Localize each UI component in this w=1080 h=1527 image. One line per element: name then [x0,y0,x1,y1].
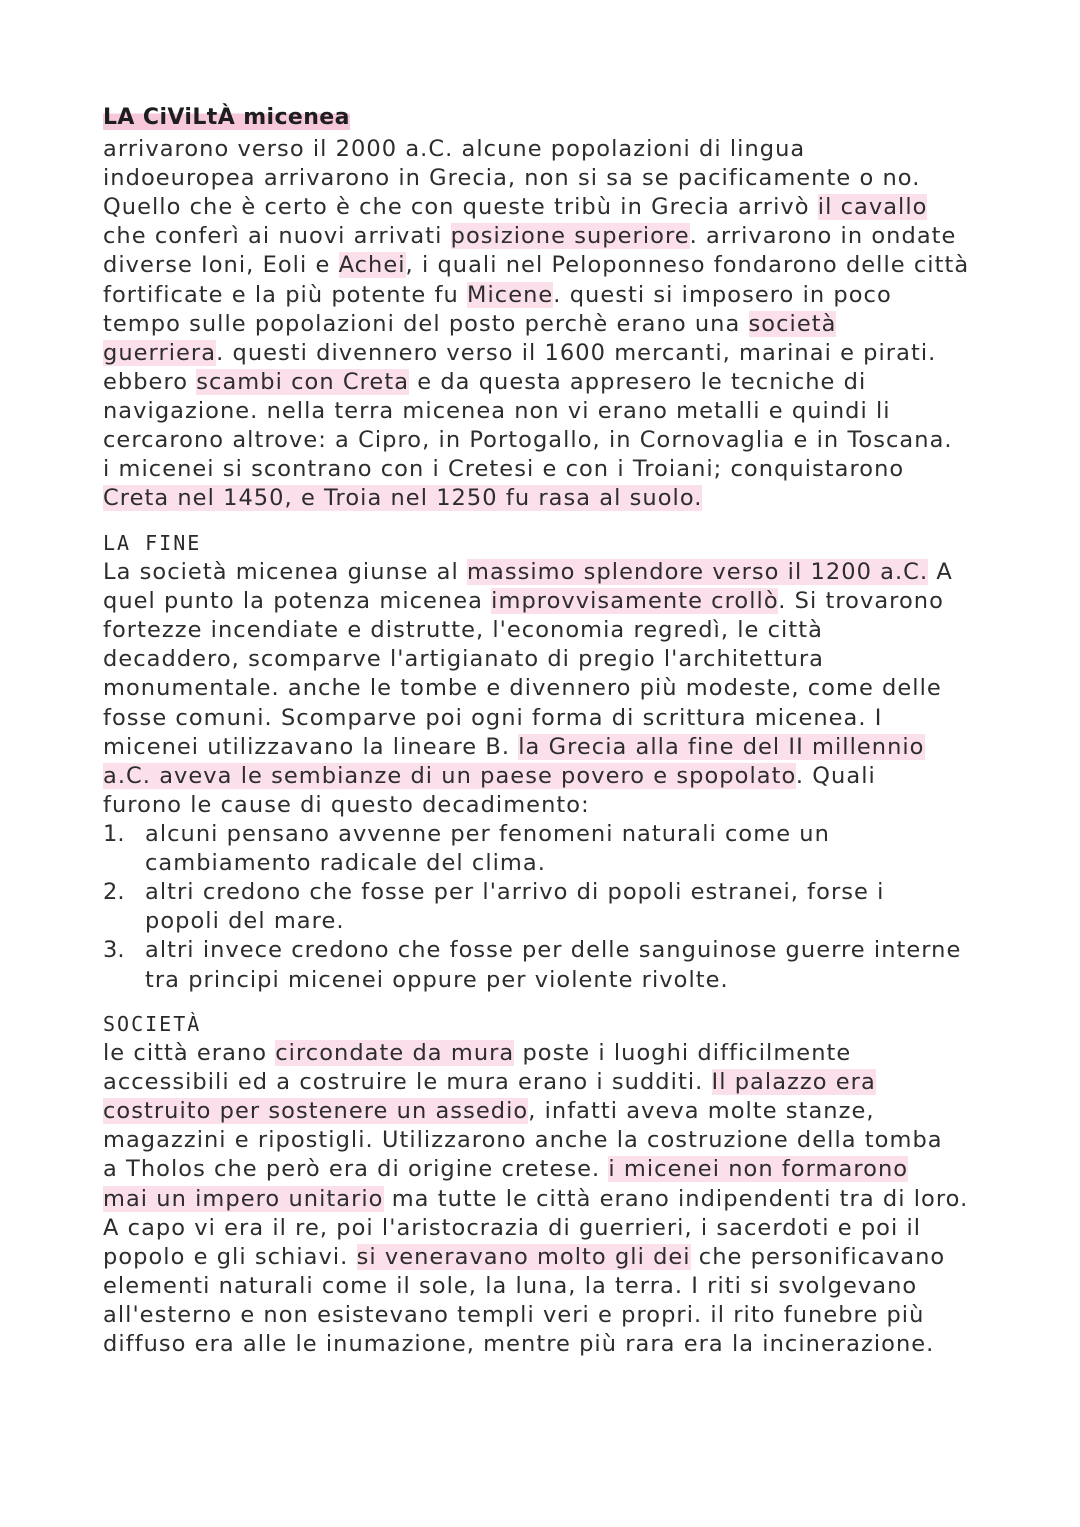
text-segment: . Si trovarono [778,588,944,615]
text-line [103,674,942,703]
text-line [103,135,805,164]
highlighted-text: Micene [467,281,554,308]
text-line [103,281,892,310]
text-line [103,222,956,251]
text-segment: e da questa appresero le tecniche di [409,368,867,395]
text-line [103,164,920,193]
highlighted-text: la Grecia alla fine del II millennio [518,733,925,760]
text-segment: le città erano [103,1040,276,1066]
text-line [103,397,891,426]
highlighted-text: si veneravano molto gli dei [356,1243,691,1270]
text-segment: popolo e gli schiavi. [103,1243,357,1270]
heading-societa: SOCIETÀ [103,1012,202,1036]
text-segment: A capo vi era il re, poi l'aristocrazia di guerrieri, i sacerdoti e poi il [103,1214,922,1241]
highlighted-text: Achei [338,252,406,279]
text-line [103,339,936,368]
text-segment: elementi naturali come il sole, la luna, la terra. I riti si svolgevano [103,1272,918,1299]
text-line [103,791,590,820]
highlighted-text: guerriera [103,339,217,366]
text-segment: fortezze incendiate e distrutte, l'economia regredì, le città [103,617,823,644]
text-line [103,1039,851,1068]
title-text: LA CiViLtÀ micenea [103,105,350,130]
text-segment: . Quali [795,762,876,789]
text-segment: all'esterno e non esistevano templi veri e propri. il rito funebre più [103,1301,925,1328]
text-segment: monumentale. anche le tombe e divennero più modeste, come delle [103,675,942,702]
text-segment: magazzini e ripostigli. Utilizzarono anche la costruzione della tomba [103,1127,943,1154]
text-line [103,1301,924,1330]
list-item: alcuni pensano avvenne per fenomeni naturali come un [145,821,830,847]
text-segment: poste i luoghi difficilmente [514,1040,852,1066]
text-segment: , i quali nel Peloponneso fondarono delle città [405,252,970,279]
text-line [103,1155,908,1184]
highlighted-text: scambi con Creta [196,368,410,395]
text-line [103,484,702,513]
text-segment: ebbero [103,368,197,395]
list-item: tra principi micenei oppure per violente rivolte. [145,966,729,993]
highlighted-text: Creta nel 1450, e Troia nel 1250 fu rasa al suolo. [103,485,703,512]
list-number: 3. [103,937,125,964]
text-line [103,426,953,455]
text-segment: La società micenea giunse al [103,559,468,585]
highlighted-text: mai un impero unitario [103,1185,384,1212]
list-item: popoli del mare. [145,908,345,935]
text-line [103,1097,875,1126]
text-segment: accessibili ed a costruire le mura erano i sudditi. [103,1069,712,1096]
text-line [103,733,925,762]
text-segment: i micenei si scontrano con i Cretesi e con i Troiani; conquistarono [103,456,905,483]
text-segment: che conferì ai nuovi arrivati [103,223,451,250]
page-title [103,103,352,133]
text-line [103,1185,968,1214]
text-line [103,1330,934,1359]
text-line [103,616,823,645]
text-segment: a Tholos che però era di origine cretese. [103,1156,609,1183]
text-segment: . questi si imposero in poco [553,281,892,308]
list-number: 2. [103,879,125,906]
text-segment: Quello che è certo è che con queste tribù in Grecia arrivò [103,194,818,221]
text-line [103,193,927,222]
text-segment: ma tutte le città erano indipendenti tra di loro. [383,1185,969,1212]
text-segment: arrivarono verso il 2000 a.C. alcune popolazioni di lingua [103,136,806,162]
text-line [103,762,876,791]
text-line [103,1214,921,1243]
text-segment: quel punto la potenza micenea [103,588,492,615]
text-segment: fortificate e la più potente fu [103,281,468,308]
highlighted-text: società [748,310,837,337]
text-segment: , infatti aveva molte stanze, [528,1098,875,1125]
text-segment: navigazione. nella terra micenea non vi erano metalli e quindi li [103,397,891,424]
highlighted-text: massimo splendore verso il 1200 a.C. [467,559,929,585]
text-segment: fosse comuni. Scomparve poi ogni forma di scrittura micenea. I [103,704,883,731]
heading-la-fine: LA FINE [103,531,202,555]
list-number: 1. [103,821,125,847]
text-segment: indoeuropea arrivarono in Grecia, non si sa se pacificamente o no. [103,165,921,192]
text-line [103,310,836,339]
text-line [103,558,953,587]
text-segment: tempo sulle popolazioni del posto perchè erano una [103,310,749,337]
highlighted-text: circondate da mura [275,1040,515,1066]
text-segment: micenei utilizzavano la lineare B. [103,733,519,760]
text-segment: . arrivarono in ondate [689,223,957,250]
text-segment: A [928,559,953,585]
text-segment: che personificavano [690,1243,946,1270]
text-line [103,645,824,674]
list-item: altri invece credono che fosse per delle sanguinose guerre interne [145,937,962,964]
highlighted-text: Il palazzo era [711,1069,876,1096]
text-segment: diverse Ioni, Eoli e [103,252,339,279]
text-segment: decaddero, scomparve l'artigianato di pregio l'architettura [103,646,825,673]
text-segment: . questi divennero verso il 1600 mercanti, marinai e pirati. [216,339,937,366]
text-line [103,455,904,484]
text-segment: furono le cause di questo decadimento: [103,791,590,818]
list-item: altri credono che fosse per l'arrivo di popoli estranei, forse i [145,879,885,906]
highlighted-text: i micenei non formarono [608,1156,909,1183]
text-line [103,1243,945,1272]
text-line [103,251,969,280]
highlighted-text: posizione superiore [450,223,690,250]
highlighted-text: costruito per sostenere un assedio [103,1098,529,1125]
highlighted-text: improvvisamente crollò [491,588,779,615]
text-line [103,704,882,733]
highlighted-text: il cavallo [817,194,928,221]
text-line [103,587,944,616]
text-line [103,1272,917,1301]
text-line [103,368,866,397]
text-line [103,1068,876,1097]
text-line [103,1126,943,1155]
text-segment: diffuso era alle le inumazione, mentre più rara era la incinerazione. [103,1331,935,1357]
highlighted-text: a.C. aveva le sembianze di un paese povero e spopolato [103,762,796,789]
list-item: cambiamento radicale del clima. [145,850,546,877]
text-segment: cercarono altrove: a Cipro, in Portogallo, in Cornovaglia e in Toscana. [103,427,953,453]
